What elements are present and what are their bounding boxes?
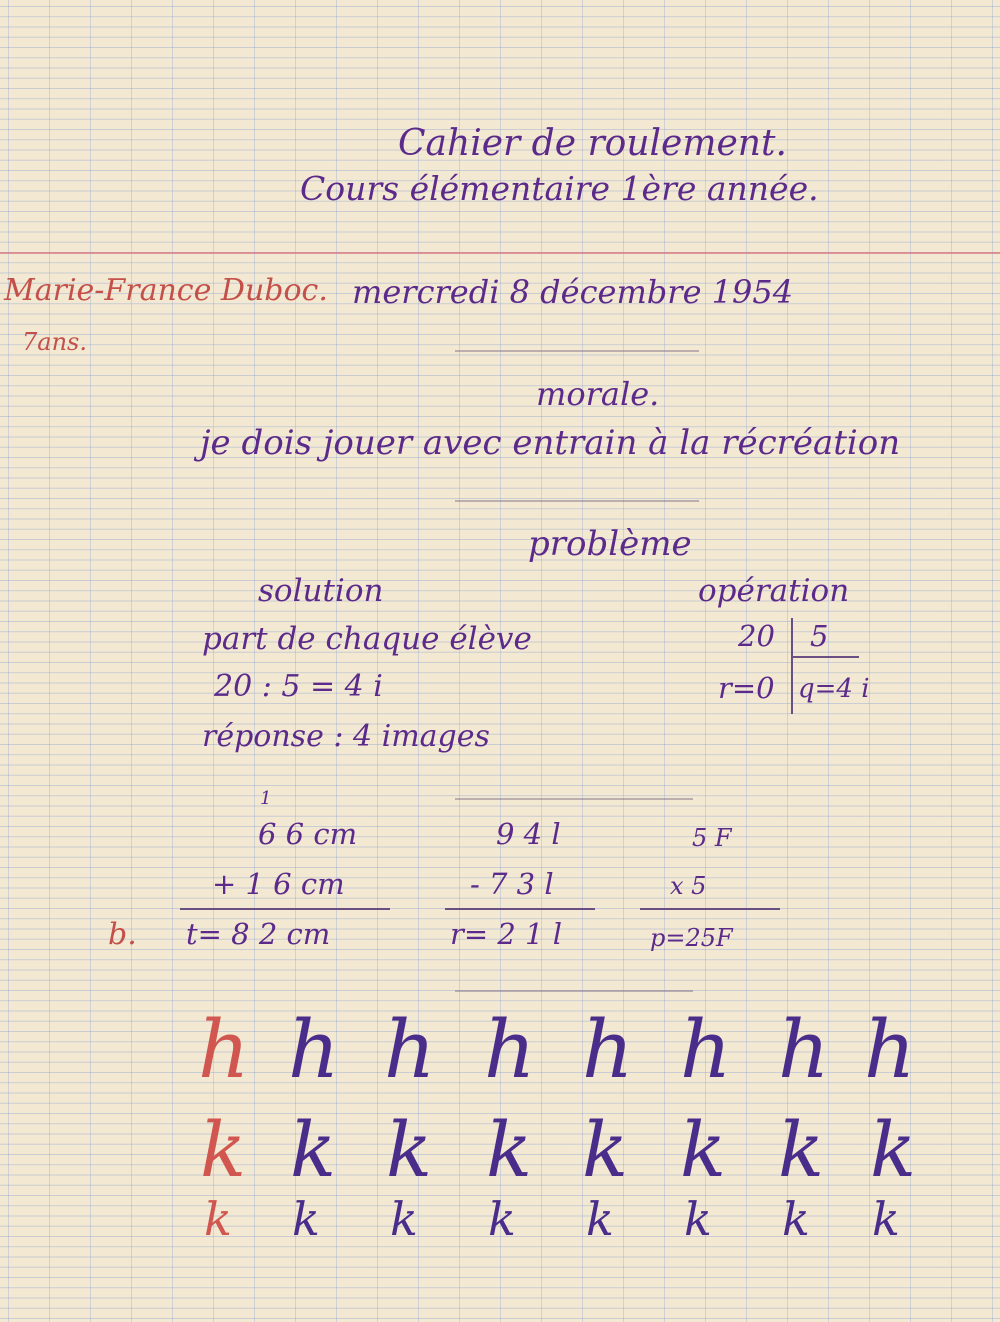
letter-k: k — [290, 1105, 337, 1194]
addition-line-2: + 1 6 cm — [212, 867, 345, 901]
student-age: 7ans. — [22, 328, 87, 356]
separator-rule — [455, 350, 699, 352]
letter-k-small: k — [586, 1192, 614, 1246]
letter-k-model: k — [200, 1105, 247, 1194]
addition-rule — [180, 908, 390, 910]
letter-k: k — [582, 1105, 629, 1194]
subtraction-line-1: 9 4 l — [496, 817, 561, 851]
multiplication-result: p=25F — [650, 924, 733, 952]
addition-total: t= 8 2 cm — [186, 917, 331, 951]
letter-k-small: k — [782, 1192, 810, 1246]
multiplication-line-1: 5 F — [692, 824, 732, 852]
course-title: Cours élémentaire 1ère année. — [300, 169, 819, 208]
subtraction-line-2: - 7 3 l — [470, 867, 554, 901]
separator-rule — [455, 500, 699, 502]
subtraction-result: r= 2 1 l — [450, 917, 562, 951]
letter-k: k — [386, 1105, 433, 1194]
problem-answer: réponse : 4 images — [202, 719, 490, 754]
morale-sentence: je dois jouer avec entrain à la récréation — [200, 423, 901, 463]
letter-k-small: k — [390, 1192, 418, 1246]
division-bar-horizontal — [791, 656, 859, 658]
letter-h: h — [680, 1003, 732, 1096]
separator-rule — [455, 990, 693, 992]
letter-h: h — [864, 1003, 916, 1096]
letter-h: h — [484, 1003, 536, 1096]
addition-line-1: 6 6 cm — [258, 817, 358, 851]
operation-label: opération — [698, 573, 850, 609]
letter-k-small-model: k — [204, 1192, 232, 1246]
separator-rule — [455, 798, 693, 800]
solution-label: solution — [258, 573, 384, 609]
addition-carry: 1 — [260, 788, 272, 809]
probleme-heading: problème — [528, 524, 692, 564]
letter-k-small: k — [292, 1192, 320, 1246]
division-quotient: q=4 i — [798, 674, 870, 704]
letter-h: h — [582, 1003, 634, 1096]
letter-h: h — [288, 1003, 340, 1096]
letter-h-model: h — [198, 1003, 250, 1096]
division-bar-vertical — [791, 618, 793, 714]
multiplication-rule — [640, 908, 780, 910]
notebook-title: Cahier de roulement. — [398, 123, 787, 164]
letter-k: k — [870, 1105, 917, 1194]
letter-k-small: k — [684, 1192, 712, 1246]
letter-h: h — [778, 1003, 830, 1096]
letter-k: k — [486, 1105, 533, 1194]
letter-k: k — [680, 1105, 727, 1194]
problem-line-2: 20 : 5 = 4 i — [214, 669, 383, 704]
letter-k-small: k — [488, 1192, 516, 1246]
division-divisor: 5 — [810, 619, 829, 653]
problem-line-1: part de chaque élève — [202, 621, 532, 657]
grade-mark: b. — [108, 917, 137, 952]
letter-h: h — [384, 1003, 436, 1096]
division-dividend: 20 — [738, 619, 775, 653]
date-line: mercredi 8 décembre 1954 — [352, 273, 794, 311]
letter-k: k — [778, 1105, 825, 1194]
morale-heading: morale. — [536, 375, 660, 413]
subtraction-rule — [445, 908, 595, 910]
division-remainder: r=0 — [718, 671, 775, 705]
multiplication-line-2: x 5 — [670, 872, 707, 900]
letter-k-small: k — [872, 1192, 900, 1246]
margin-line — [0, 252, 1000, 254]
student-name: Marie-France Duboc. — [4, 273, 328, 308]
